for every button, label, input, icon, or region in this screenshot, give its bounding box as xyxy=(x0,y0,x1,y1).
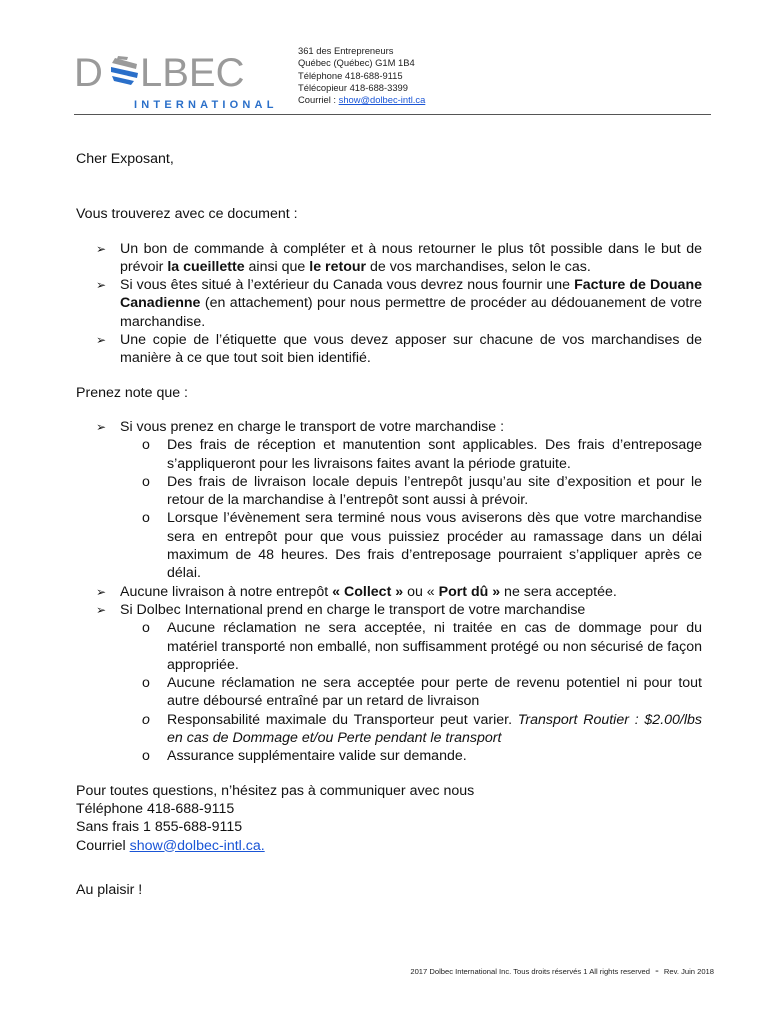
intro-text: Vous trouverez avec ce document : xyxy=(76,206,298,223)
contact-phone: Téléphone 418-688-9115 xyxy=(76,800,235,817)
contact-question: Pour toutes questions, n’hésitez pas à communiquer avec nous xyxy=(76,782,475,799)
footer-dash: - xyxy=(655,965,659,977)
header-email-line xyxy=(298,94,425,106)
sub-list-item: o Aucune réclamation ne sera acceptée pour perte de revenu potentiel ni pour tout autre déboursé entraîné par un retard de livraison xyxy=(142,675,702,710)
header-fax: Télécopieur 418-688-3399 xyxy=(298,81,408,93)
circle-bullet-icon: o xyxy=(142,437,150,454)
list-item: ➢ Aucune livraison à notre entrepôt « Collect » ou « Port dû » ne sera acceptée. xyxy=(96,583,617,600)
footer-revision: Rev. Juin 2018 xyxy=(663,967,714,976)
contact-email-label: Courriel xyxy=(76,837,130,854)
sub-list-item: o Des frais de livraison locale depuis l’entrepôt jusqu’au site d’exposition et pour le retour de la marchandise à l’entrepôt sont aussi à prévoir. xyxy=(142,473,702,509)
logo-letter-d: D xyxy=(74,51,103,95)
sub-list xyxy=(120,436,702,582)
dolbec-logo xyxy=(74,50,280,112)
logo-subtitle: INTERNATIONAL xyxy=(134,99,278,111)
contact-email-link[interactable]: show@dolbec-intl.ca. xyxy=(129,837,265,854)
contact-email-line xyxy=(76,837,702,855)
note-intro: Prenez note que : xyxy=(76,384,189,401)
globe-icon xyxy=(110,56,138,85)
arrowhead-bullet-icon: ➢ xyxy=(96,602,107,617)
header-email-link[interactable]: show@dolbec-intl.ca xyxy=(338,94,426,106)
arrowhead-bullet-icon: ➢ xyxy=(96,241,107,256)
arrowhead-bullet-icon: ➢ xyxy=(96,333,107,348)
sub-list-item: o Lorsque l’évènement sera terminé nous vous aviserons dès que votre marchandise sera en entrepôt pour que vous puissiez procéder au ramassage dans un délai maximum de 48 heures. Des frais d’entreposage pourraient s’appliquer après ce délai. xyxy=(142,510,702,582)
header-email-label: Courriel : xyxy=(298,94,339,106)
header-phone: Téléphone 418-688-9115 xyxy=(298,69,403,81)
page-footer xyxy=(410,965,714,977)
sub-list-item: o Responsabilité maximale du Transporteur peut varier. Transport Routier : $2.00/lbs en cas de Dommage et/ou Perte pendant le transport xyxy=(142,711,702,747)
list-item: ➢ Un bon de commande à compléter et à nous retourner le plus tôt possible dans le but de prévoir la cueillette ainsi que le retour de vos marchandises, selon le cas. xyxy=(96,240,702,275)
documents-list xyxy=(76,240,702,368)
list-item: ➢ Si Dolbec International prend en charge le transport de votre marchandise o Aucune réclamation ne sera acceptée, ni traitée en cas de dommage pour du matériel transporté non emballé, non suffisamment protégé ou non sécurisé de façon appropriée. o Aucune réclamation ne sera acceptée pour perte de revenu potentiel ni pour tout autre déboursé entraîné par un retard de livraison o Responsabilité maximale du Transporteur peut varier. Transport Routier : $2.00/lbs en cas de Dommage et/ou Perte pendant le transport o Assurance supplémentaire valide sur demande. xyxy=(96,601,702,765)
notes-list xyxy=(76,418,702,766)
header-divider xyxy=(74,114,711,115)
arrowhead-bullet-icon: ➢ xyxy=(96,584,107,599)
address-line-1: 361 des Entrepreneurs xyxy=(298,45,394,56)
contact-tollfree: Sans frais 1 855-688-9115 xyxy=(76,819,243,836)
sub-list xyxy=(120,619,702,765)
list-item: ➢ Une copie de l’étiquette que vous devez apposer sur chacune de vos marchandises de manière à ce que tout soit bien identifié. xyxy=(96,332,702,367)
sub-list-item: o Des frais de réception et manutention sont applicables. Des frais d’entreposage s’appliqueront pour les livraisons faites avant la période gratuite. xyxy=(142,437,702,472)
letter-body xyxy=(76,150,702,899)
list-item: ➢ Si vous prenez en charge le transport de votre marchandise : o Des frais de réception et manutention sont applicables. Des frais d’entreposage s’appliqueront pour les livraisons faites avant la période gratuite. o Des frais de livraison locale depuis l’entrepôt jusqu’au site d’exposition et pour le retour de la marchandise à l’entrepôt sont aussi à prévoir. o Lorsque l’évènement sera terminé nous vous aviserons dès que votre marchandise sera en entrepôt pour que vous puissiez procéder au ramassage dans un délai maximum de 48 heures. Des frais d’entreposage pourraient s’appliquer après ce délai. xyxy=(96,418,702,582)
sub-list-item: o Aucune réclamation ne sera acceptée, ni traitée en cas de dommage pour du matériel transporté non emballé, non suffisamment protégé ou non sécurisé de façon appropriée. xyxy=(142,620,702,673)
circle-bullet-icon: o xyxy=(142,620,150,637)
circle-bullet-icon: o xyxy=(142,510,150,527)
address-line-2: Québec (Québec) G1M 1B4 xyxy=(298,57,415,69)
greeting: Cher Exposant, xyxy=(76,151,174,167)
circle-bullet-icon: o xyxy=(142,473,150,490)
circle-bullet-icon: o xyxy=(142,675,150,692)
footer-copyright: 2017 Dolbec International Inc. Tous droits réservés 1 All rights reserved xyxy=(410,967,650,976)
circle-bullet-icon: o xyxy=(142,748,150,765)
logo-wordmark: LBEC xyxy=(140,51,245,95)
arrowhead-bullet-icon: ➢ xyxy=(96,278,107,293)
list-item: ➢ Si vous êtes situé à l’extérieur du Canada vous devrez nous fournir une Facture de Douane Canadienne (en attachement) pour nous permettre de procéder au dédouanement de votre marchandise. xyxy=(96,277,703,330)
arrowhead-bullet-icon: ➢ xyxy=(96,419,107,434)
circle-bullet-icon: o xyxy=(142,711,150,728)
company-contact-block xyxy=(298,45,425,106)
sub-list-item: o Assurance supplémentaire valide sur demande. xyxy=(142,748,467,765)
closing: Au plaisir ! xyxy=(76,881,143,898)
